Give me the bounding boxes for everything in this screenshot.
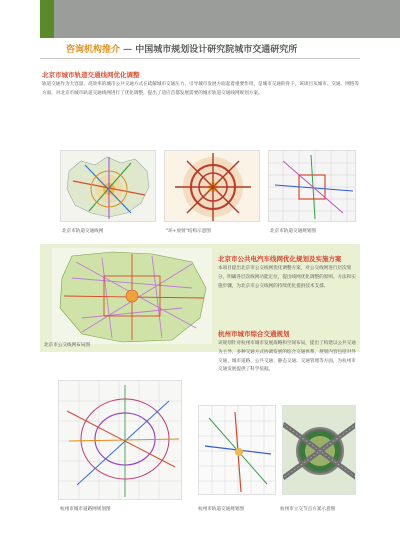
- section3-body: 该规划针对杭州市城市发展战略和空间布局，提出了构建以公共交通为主导、多种交通方式协调发展的综合交通体系。规划内容包括对外交通、城市道路、公共交通、静态交通、交通管理等方面，为杭州市交通发展提供了科学依据。: [218, 341, 356, 373]
- banner-green-stripe: [40, 0, 54, 38]
- section1-caption-3: 北京市轨道交通规划图: [270, 229, 316, 234]
- section2-caption: 北京市公交线网布局图: [44, 343, 90, 348]
- section1-caption-1: 北京市轨道交通线网: [62, 229, 104, 234]
- title-separator: —: [120, 45, 136, 55]
- section3-caption-3: 杭州市立交节点方案示意图: [280, 507, 336, 512]
- section3-caption-1: 杭州市城市道路网规划图: [60, 507, 111, 512]
- section1-caption-2: "环+放射"结构示意图: [166, 229, 211, 234]
- section2-body: 本项目提出北京市公交线网优化调整方案，对公交线网进行层次划分，明确各层次线网功能定位，提出线网优化调整的原则、方法和实施步骤，为北京市公交线网的持续优化提供技术支撑。: [218, 266, 356, 289]
- title-organization: 中国城市规划设计研究院城市交通研究所: [135, 45, 298, 55]
- section3-heading: 杭州市城市综合交通规划: [218, 330, 290, 338]
- section2-heading: 北京市公共电汽车线网优化规划及实施方案: [218, 255, 342, 263]
- hangzhou-rail-plan-image: [198, 405, 276, 495]
- beijing-rail-plan-image: [268, 150, 356, 222]
- banner-gray-block: [40, 0, 400, 38]
- page-title: [66, 42, 297, 55]
- title-divider: [40, 58, 360, 59]
- beijing-rail-network-image: [60, 150, 156, 222]
- hangzhou-interchange-image: [282, 405, 356, 495]
- section1-body: 轨道交通作为大容量、高效率的城市公共交通方式在疏解城市交通压力、引导城市发展方面起着重要作用，是城市交通的骨干。该项目从城市、交通、网络等方面，对北京市城市轨道交通线网进行了优化调整，提出了适应首都发展需要的城市轨道交通线网规划方案。: [42, 82, 359, 96]
- beijing-bus-network-map: [52, 248, 212, 344]
- section1-heading: 北京市城市轨道交通线网优化调整: [42, 71, 140, 79]
- ring-radial-diagram-image: [164, 150, 260, 222]
- title-section: 咨询机构推介: [66, 45, 121, 55]
- top-banner: [0, 0, 400, 38]
- section3-caption-2: 杭州市轨道交通规划图: [198, 507, 244, 512]
- hangzhou-road-network-image: [58, 380, 182, 500]
